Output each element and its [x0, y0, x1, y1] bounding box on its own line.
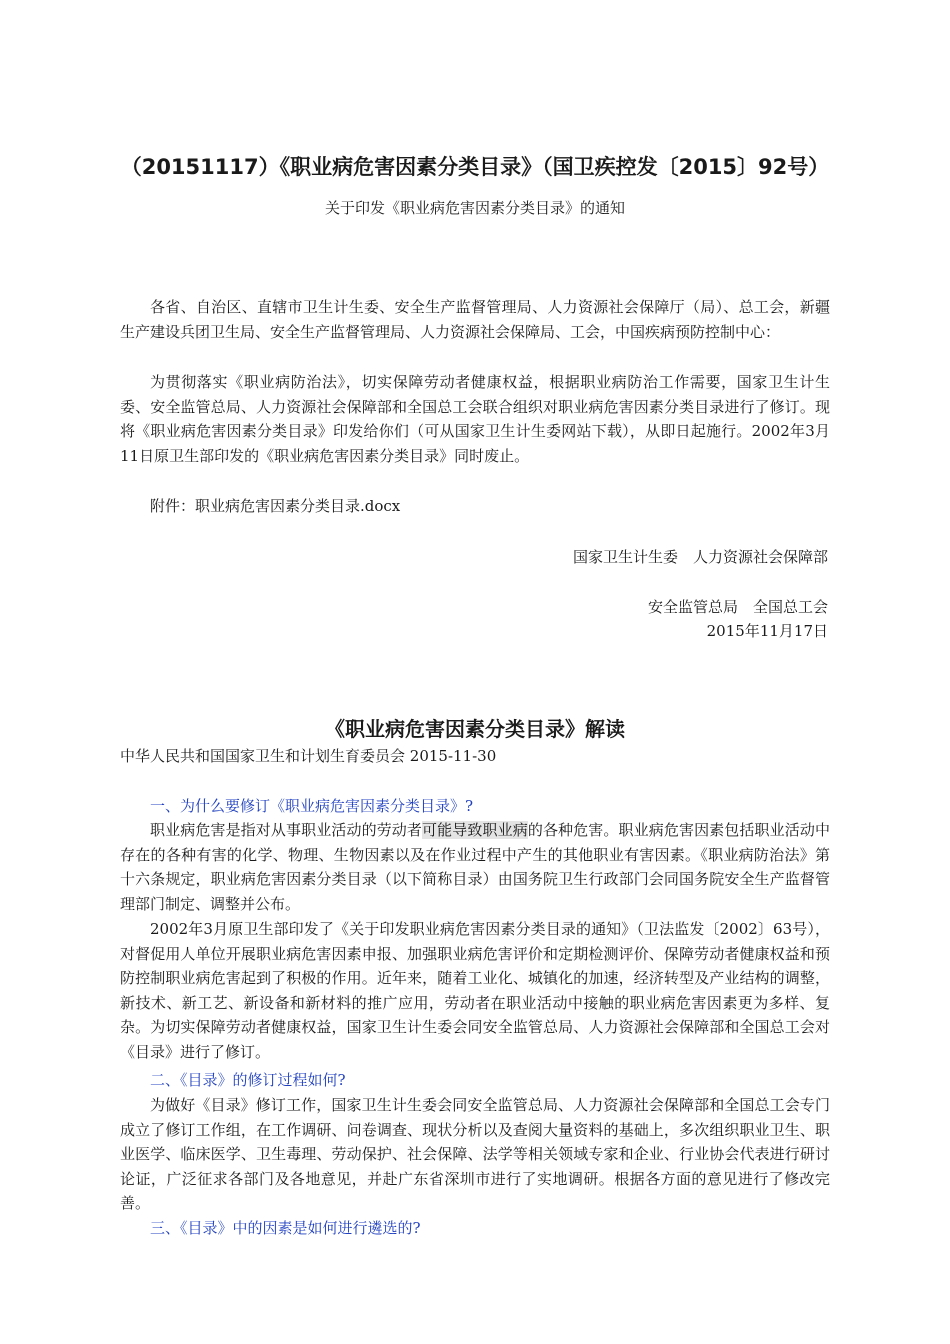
- notice-subtitle: 关于印发《职业病危害因素分类目录》的通知: [324, 199, 625, 217]
- highlighted-text: 可能导致职业病: [422, 821, 528, 839]
- reading-source: 中华人民共和国国家卫生和计划生育委员会 2015-11-30: [120, 747, 497, 765]
- answer-1-continued: 2002年3月原卫生部印发了《关于印发职业病危害因素分类目录的通知》（卫法监发〔2002〕63号），对督促用人单位开展职业病危害因素申报、加强职业病危害评价和定期检测评价、保障劳动者健康权益和预防控制职业病危害起到了积极的作用。近年来，随着工业化、城镇化的加速，经济转型及产业结构的调整，新技术、新工艺、新设备和新材料的推广应用，劳动者在职业活动中接触的职业病危害因素更为多样、复杂。为切实保障劳动者健康权益，国家卫生计生委会同安全监管总局、人力资源社会保障部和全国总工会对《目录》进行了修订。: [120, 920, 830, 1061]
- notice-attachment: 附件：职业病危害因素分类目录.docx: [150, 497, 401, 515]
- question-2: 二、《目录》的修订过程如何?: [150, 1071, 346, 1089]
- notice-title: （20151117）《职业病危害因素分类目录》（国卫疾控发〔2015〕92号）: [120, 155, 830, 179]
- notice-body: 为贯彻落实《职业病防治法》，切实保障劳动者健康权益，根据职业病防治工作需要，国家卫生计生委、安全监管总局、人力资源社会保障部和全国总工会联合组织对职业病危害因素分类目录进行了修订。现将《职业病危害因素分类目录》印发给你们（可从国家卫生计生委网站下载），从即日起施行。2002年3月11日原卫生部印发的《职业病危害因素分类目录》同时废止。: [120, 373, 830, 465]
- notice-date: 2015年11月17日: [706, 622, 828, 640]
- answer-2: 为做好《目录》修订工作，国家卫生计生委会同安全监管总局、人力资源社会保障部和全国总工会专门成立了修订工作组，在工作调研、问卷调查、现状分析以及查阅大量资料的基础上，多次组织职业卫生、职业医学、临床医学、卫生毒理、劳动保护、社会保障、法学等相关领域专家和企业、行业协会代表进行研讨论证，广泛征求各部门及各地意见，并赴广东省深圳市进行了实地调研。根据各方面的意见进行了修改完善。: [120, 1096, 830, 1212]
- notice-signatories-2: 安全监管总局 全国总工会: [647, 598, 828, 616]
- notice-addressees: 各省、自治区、直辖市卫生计生委、安全生产监督管理局、人力资源社会保障厅（局）、总工会，新疆生产建设兵团卫生局、安全生产监督管理局、人力资源社会保障局、工会，中国疾病预防控制中心：: [120, 298, 830, 341]
- answer-1: [120, 818, 830, 916]
- answer-1-post: 的各种危害。职业病危害因素包括职业活动中存在的各种有害的化学、物理、生物因素以及在作业过程中产生的其他职业有害因素。《职业病防治法》第十六条规定，职业病危害因素分类目录（以下简称目录）由国务院卫生行政部门会同国务院安全生产监督管理部门制定、调整并公布。: [120, 821, 830, 913]
- reading-title: 《职业病危害因素分类目录》解读: [325, 717, 625, 741]
- answer-1-pre: 职业病危害是指对从事职业活动的劳动者: [150, 821, 423, 839]
- notice-signatories-1: 国家卫生计生委 人力资源社会保障部: [572, 548, 828, 566]
- question-3: 三、《目录》中的因素是如何进行遴选的?: [150, 1219, 421, 1237]
- question-1: 一、为什么要修订《职业病危害因素分类目录》?: [150, 797, 474, 815]
